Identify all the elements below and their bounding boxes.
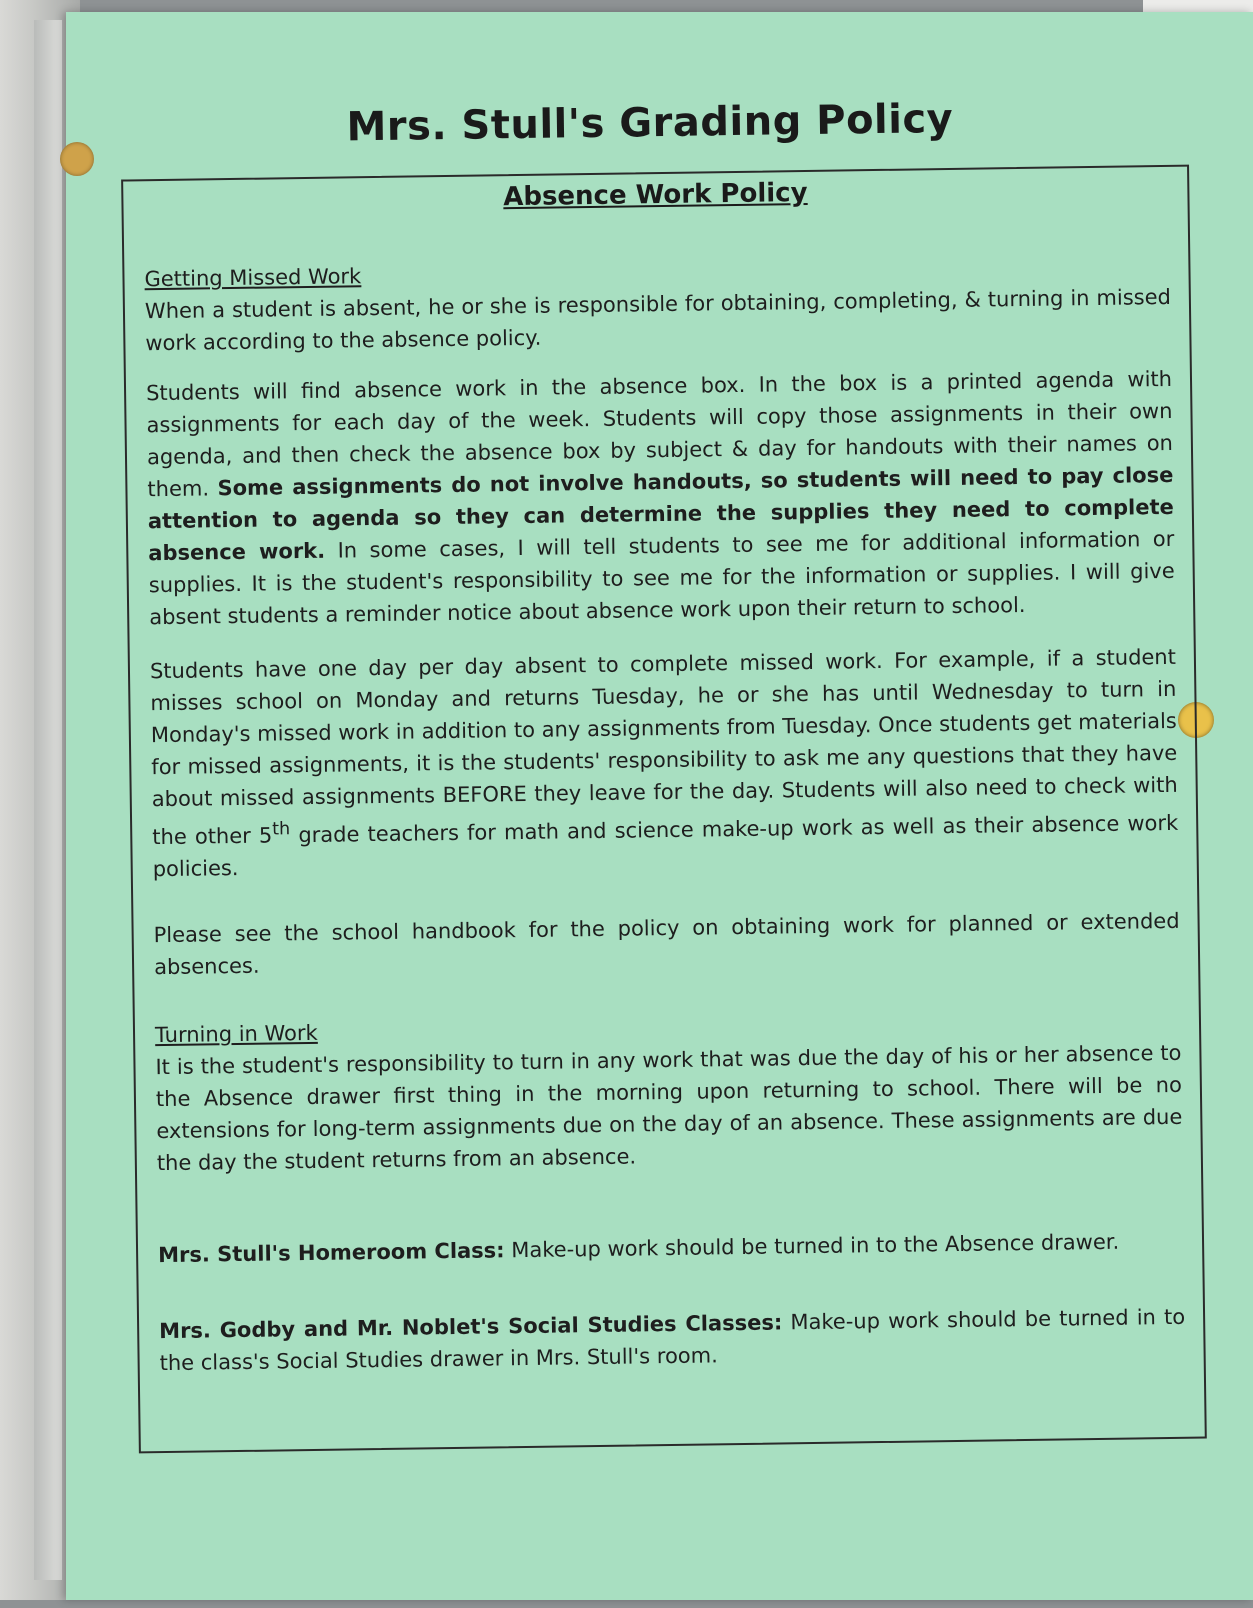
paragraph-5: It is the student's responsibility to turn in any work that was due the day of his or her absence to the Absence drawer first thing in the morning upon returning to school. There will be no extensions for long-term assignments due on the day of an absence. These assignments are due the day the student returns from an absence. [155,1040,1183,1176]
paragraph-2a: Students will find absence work in the absence box. In the box is a printed agenda with assignments for each day of the week. Students will copy those assignments in their own agenda, and then check the absence box by subject & day for handouts with their names on them. [145,366,1174,502]
policy-sheet [66,12,1253,1600]
sheet-content [55,4,1253,1608]
homeroom-note [158,1225,1184,1271]
getting-missed-heading: Getting Missed Work [144,264,362,292]
turning-in-heading: Turning in Work [154,1020,318,1048]
social-studies-text: Make-up work should be turned in to the class's Social Studies drawer in Mrs. Stull's room. [159,1304,1186,1376]
paragraph-2b: Some assignments do not involve handouts, so students will need to pay close attention to agenda so they can determine the supplies they need to complete absence work. [147,462,1174,566]
paragraph-2 [146,363,1175,633]
policy-box [121,165,1207,1454]
section-title-text: Absence Work Policy [503,177,808,213]
turning-in-section [155,1005,1183,1179]
paragraph-4: Please see the school handbook for the policy on obtaining work for planned or extended absences. [153,908,1180,980]
paragraph-2c: In some cases, I will tell students to see me for additional information or supplies. It is the student's responsibility to see me for the information or supplies. I will give absent students a reminder notice about absence work upon their return to school. [148,526,1175,630]
getting-missed-section [144,249,1171,359]
homeroom-text: Make-up work should be turned in to the Absence drawer. [504,1229,1120,1263]
paragraph-3b: grade teachers for math and science make-up work as well as their absence work policies. [152,810,1179,882]
page-title: Mrs. Stull's Grading Policy [346,95,954,151]
social-studies-label: Mrs. Godby and Mr. Noblet's Social Studies Classes: [159,1310,783,1344]
social-studies-note [159,1301,1186,1379]
paragraph-3a: Students have one day per day absent to complete missed work. For example, if a student misses school on Monday and returns Tuesday, he or she has until Wednesday to turn in Monday's missed work in addition to any assignments from Tuesday. Once students get materials for missed assignments, it is the students' responsibility to ask me any questions that they have about missed assignments BEFORE they leave for the day. Students will also need to check with the other 5 [149,644,1178,850]
paragraph-1: When a student is absent, he or she is responsible for obtaining, completing, & turning in missed work according to the absence policy. [144,284,1172,356]
homeroom-label: Mrs. Stull's Homeroom Class: [157,1238,505,1268]
section-title [123,173,1187,218]
paragraph-3 [150,641,1179,885]
paragraph-3-sup: th [272,819,291,840]
